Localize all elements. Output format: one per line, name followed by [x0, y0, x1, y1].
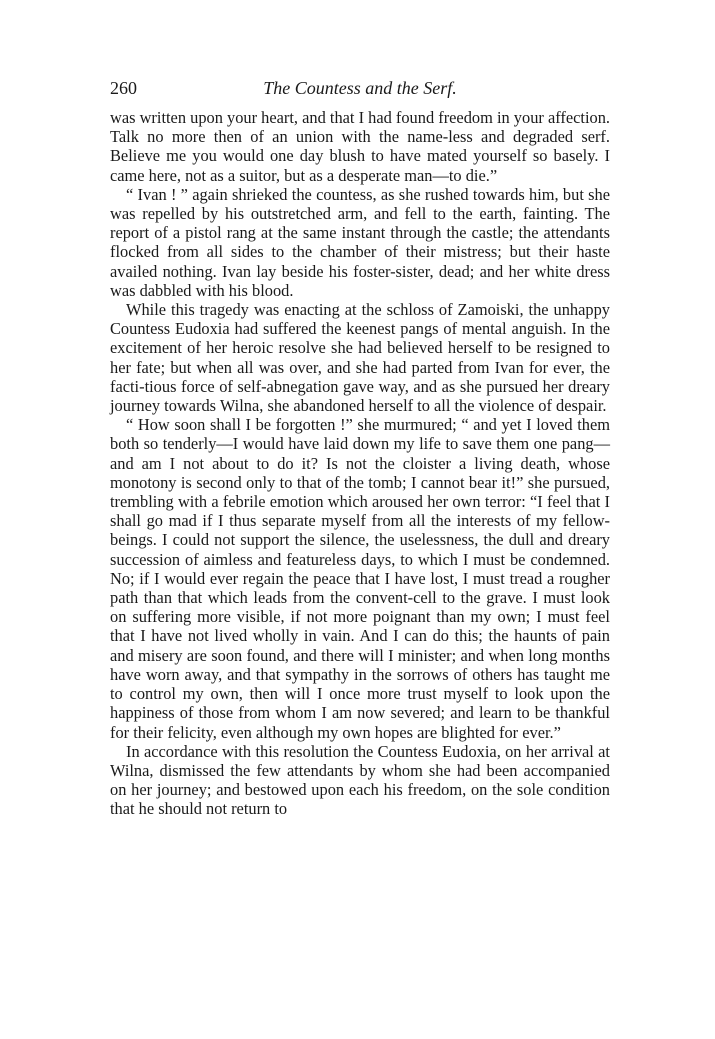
book-page — [110, 78, 610, 819]
paragraph-eudoxia-anguish: While this tragedy was enacting at the schloss of Zamoiski, the unhappy Countess Eudoxia had suffered the keenest pangs of mental anguish. In the excitement of her heroic resolve she had believed herself to be resigned to her fate; but when all was over, and she had parted from Ivan for ever, the facti-tious force of self-abnegation gave way, and as she pursued her dreary journey towards Wilna, she abandoned herself to all the violence of despair. — [110, 300, 610, 416]
body-text — [110, 108, 610, 819]
paragraph-ivan-death: “ Ivan ! ” again shrieked the countess, as she rushed towards him, but she was repelled by his outstretched arm, and fell to the earth, fainting. The report of a pistol rang at the same instant through the castle; the attendants flocked from all sides to the chamber of their mistress; but their haste availed nothing. Ivan lay beside his foster-sister, dead; and her white dress was dabbled with his blood. — [110, 184, 610, 300]
page-header — [110, 78, 610, 104]
paragraph-continued: was written upon your heart, and that I had found freedom in your affection. Talk no more then of an union with the name-less and degraded serf. Believe me you would one day blush to have mated yourself so basely. I came here, not as a suitor, but as a desperate man—to die.” — [110, 108, 610, 185]
page-number: 260 — [110, 78, 137, 98]
paragraph-wilna-arrival: In accordance with this resolution the Countess Eudoxia, on her arrival at Wilna, dismissed the few attendants by whom she had been accompanied on her journey; and bestowed upon each his freedom, on the sole condition that he should not return to — [110, 741, 610, 819]
running-title: The Countess and the Serf. — [263, 78, 457, 98]
paragraph-eudoxia-monologue: “ How soon shall I be forgotten !” she murmured; “ and yet I loved them both so tenderly—I would have laid down my life to save them one pang—and am I not about to do it? Is not the cloister a living death, whose monotony is second only to that of the tomb; I cannot bear it!” she pursued, trembling with a febrile emotion which aroused her own terror: “I feel that I shall go mad if I thus separate myself from all the interests of my fellow-beings. I could not support the silence, the uselessness, the dull and dreary succession of aimless and featureless days, to which I must be condemned. No; if I would ever regain the peace that I have lost, I must tread a rougher path than that which leads from the convent-cell to the grave. I must look on suffering more visible, if not more poignant than my own; I must feel that I have not lived wholly in vain. And I can do this; the haunts of pain and misery are soon found, and there will I minister; and when long months have worn away, and that sympathy in the sorrows of others has taught me to control my own, then will I once more trust myself to look upon the happiness of those from whom I am now severed; and learn to be thankful for their felicity, even although my own hopes are blighted for ever.” — [110, 415, 610, 742]
